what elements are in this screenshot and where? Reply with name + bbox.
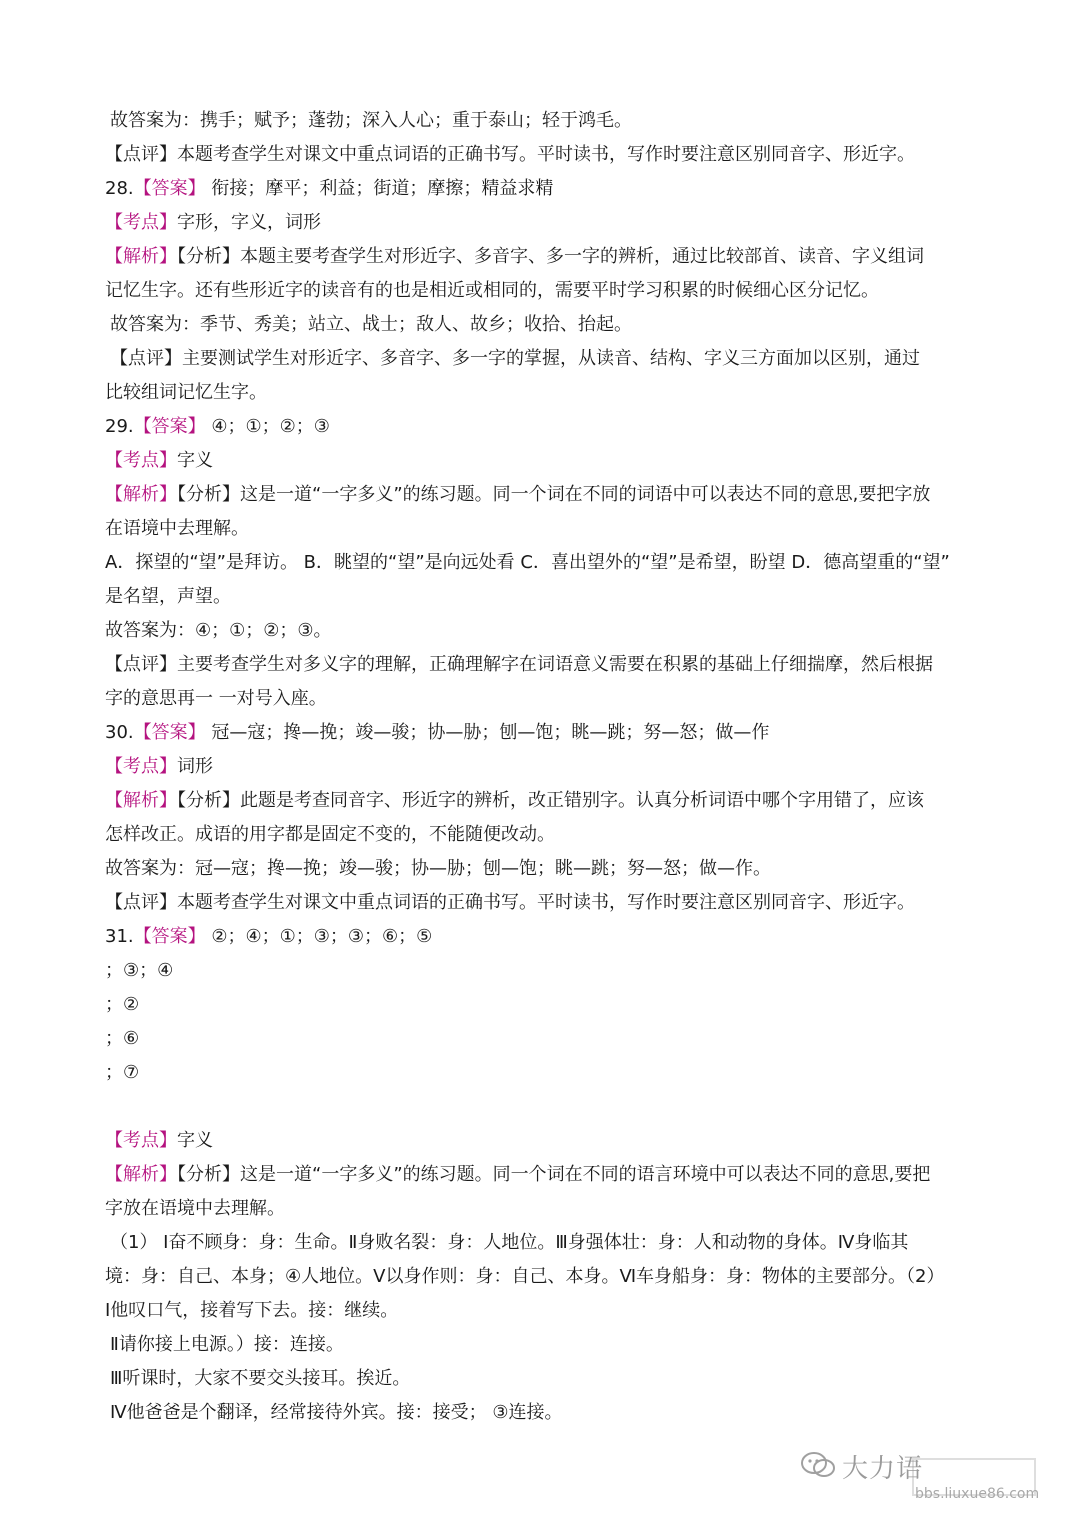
section-tag: 【答案】 — [133, 926, 206, 947]
text-line — [105, 518, 249, 540]
section-tag: 【解析】 — [105, 484, 177, 505]
watermark-url: bbs.liuxue86.com — [915, 1486, 1040, 1502]
line-text: Ⅰ他叹口气，接着写下去。接：继续。 — [105, 1300, 399, 1321]
text-line — [110, 314, 632, 336]
text-line — [105, 1300, 398, 1322]
line-text: 【点评】主要考查学生对多义字的理解，正确理解字在词语意义需要在积累的基础上仔细揣摩，然后根据 — [105, 654, 933, 675]
line-text: ；⑦ — [105, 1062, 140, 1083]
line-text: 记忆生字。还有些形近字的读音有的也是相近或相同的，需要平时学习积累的时候细心区分记忆。 — [105, 280, 879, 301]
text-line — [105, 654, 933, 676]
section-tag: 【答案】 — [133, 722, 206, 743]
line-text: ；③；④ — [105, 960, 174, 981]
line-text: 字形，字义，词形 — [177, 212, 321, 233]
line-text: Ⅱ请你接上电源。）接：连接。 — [110, 1334, 344, 1355]
text-line — [105, 824, 555, 846]
text-line — [110, 1402, 562, 1424]
text-line — [105, 960, 173, 982]
line-text: 故答案为：④；①；②；③。 — [105, 620, 332, 641]
line-text: 【分析】这是一道“一字多义”的练习题。同一个词在不同的词语中可以表达不同的意思,要把字放 — [177, 484, 931, 505]
text-line — [105, 756, 213, 778]
line-text: 境：身：自己、本身；④人地位。Ⅴ以身作则：身：自己、本身。Ⅵ车身船身：身：物体的主要部分。（2） — [105, 1266, 945, 1287]
text-line — [105, 1028, 139, 1050]
text-line — [105, 790, 924, 812]
watermark-text: 大力语 — [842, 1454, 924, 1484]
text-line — [105, 280, 879, 302]
question-number: 29. — [105, 416, 134, 437]
section-tag: 【解析】 — [105, 246, 177, 267]
line-text: 衔接；摩平；利益；街道；摩擦；精益求精 — [205, 178, 554, 199]
section-tag: 【考点】 — [105, 212, 177, 233]
line-text: Ⅲ听课时，大家不要交头接耳。挨近。 — [110, 1368, 411, 1389]
text-line — [105, 246, 924, 268]
text-line — [110, 1368, 410, 1390]
line-text: 词形 — [177, 756, 213, 777]
text-line — [105, 450, 213, 472]
text-line — [105, 416, 330, 438]
text-line — [110, 110, 632, 132]
text-line — [105, 212, 321, 234]
line-text: ④；①；②；③ — [205, 416, 330, 437]
line-text: 故答案为：季节、秀美；站立、战士；敌人、故乡；收拾、抬起。 — [110, 314, 632, 335]
line-text: ；⑥ — [105, 1028, 140, 1049]
text-line — [105, 688, 327, 710]
text-line — [105, 552, 950, 574]
text-line — [105, 1062, 139, 1084]
line-text: 故答案为：冠—寇；搀—挽；竣—骏；协—胁；刨—饱；眺—跳；努—怒；做—作。 — [105, 858, 771, 879]
line-text: 字义 — [177, 1130, 213, 1151]
line-text: 故答案为：携手；赋予；蓬勃；深入人心；重于泰山；轻于鸿毛。 — [110, 110, 632, 131]
section-tag: 【考点】 — [105, 756, 177, 777]
text-line — [105, 926, 432, 948]
text-line — [105, 1198, 285, 1220]
line-text: 字放在语境中去理解。 — [105, 1198, 285, 1219]
line-text: 在语境中去理解。 — [105, 518, 249, 539]
text-line — [105, 620, 332, 642]
line-text: ②；④；①；③；③；⑥；⑤ — [205, 926, 433, 947]
section-tag: 【考点】 — [105, 1130, 177, 1151]
question-number: 28. — [105, 178, 134, 199]
text-line — [110, 1334, 344, 1356]
line-text: 【点评】本题考查学生对课文中重点词语的正确书写。平时读书，写作时要注意区别同音字、形近字。 — [105, 892, 915, 913]
line-text: A．探望的“望”是拜访。 B．眺望的“望”是向远处看 C．喜出望外的“望”是希望，盼望 D．德高望重的“望” — [105, 552, 950, 573]
line-text: 怎样改正。成语的用字都是固定不变的，不能随便改动。 — [105, 824, 555, 845]
text-line — [105, 382, 267, 404]
line-text: 【点评】主要测试学生对形近字、多音字、多一字的掌握，从读音、结构、字义三方面加以区别，通过 — [110, 348, 920, 369]
text-line — [105, 858, 771, 880]
line-text: 字义 — [177, 450, 213, 471]
line-text: 比较组词记忆生字。 — [105, 382, 267, 403]
text-line — [105, 586, 231, 608]
line-text: 【分析】这是一道“一字多义”的练习题。同一个词在不同的语言环境中可以表达不同的意思,要把 — [177, 1164, 931, 1185]
text-line — [105, 178, 553, 200]
text-line — [105, 1266, 945, 1288]
line-text: （1） Ⅰ奋不顾身：身：生命。Ⅱ身败名裂：身：人地位。Ⅲ身强体壮：身：人和动物的身体。Ⅳ身临其 — [110, 1232, 909, 1253]
section-tag: 【答案】 — [133, 178, 206, 199]
wechat-icon — [800, 1450, 836, 1480]
question-number: 31. — [105, 926, 134, 947]
section-tag: 【答案】 — [133, 416, 206, 437]
text-line — [110, 1232, 908, 1254]
line-text: 【分析】此题是考查同音字、形近字的辨析，改正错别字。认真分析词语中哪个字用错了，应该 — [177, 790, 924, 811]
section-tag: 【解析】 — [105, 790, 177, 811]
text-line — [105, 484, 930, 506]
text-line — [105, 994, 139, 1016]
text-line — [105, 144, 915, 166]
line-text: 【点评】本题考查学生对课文中重点词语的正确书写。平时读书，写作时要注意区别同音字、形近字。 — [105, 144, 915, 165]
text-line — [105, 1164, 930, 1186]
section-tag: 【考点】 — [105, 450, 177, 471]
text-line — [105, 1130, 213, 1152]
line-text: 字的意思再一 一对号入座。 — [105, 688, 327, 709]
line-text: Ⅳ他爸爸是个翻译，经常接待外宾。接：接受； ③连接。 — [110, 1402, 563, 1423]
text-line — [105, 892, 915, 914]
question-number: 30. — [105, 722, 134, 743]
text-line — [105, 722, 769, 744]
section-tag: 【解析】 — [105, 1164, 177, 1185]
line-text: 冠—寇；搀—挽；竣—骏；协—胁；刨—饱；眺—跳；努—怒；做—作 — [205, 722, 770, 743]
watermark — [800, 1428, 1070, 1518]
line-text: ；② — [105, 994, 140, 1015]
line-text: 【分析】本题主要考查学生对形近字、多音字、多一字的辨析，通过比较部首、读音、字义组词 — [177, 246, 924, 267]
text-line — [110, 348, 920, 370]
line-text: 是名望，声望。 — [105, 586, 231, 607]
